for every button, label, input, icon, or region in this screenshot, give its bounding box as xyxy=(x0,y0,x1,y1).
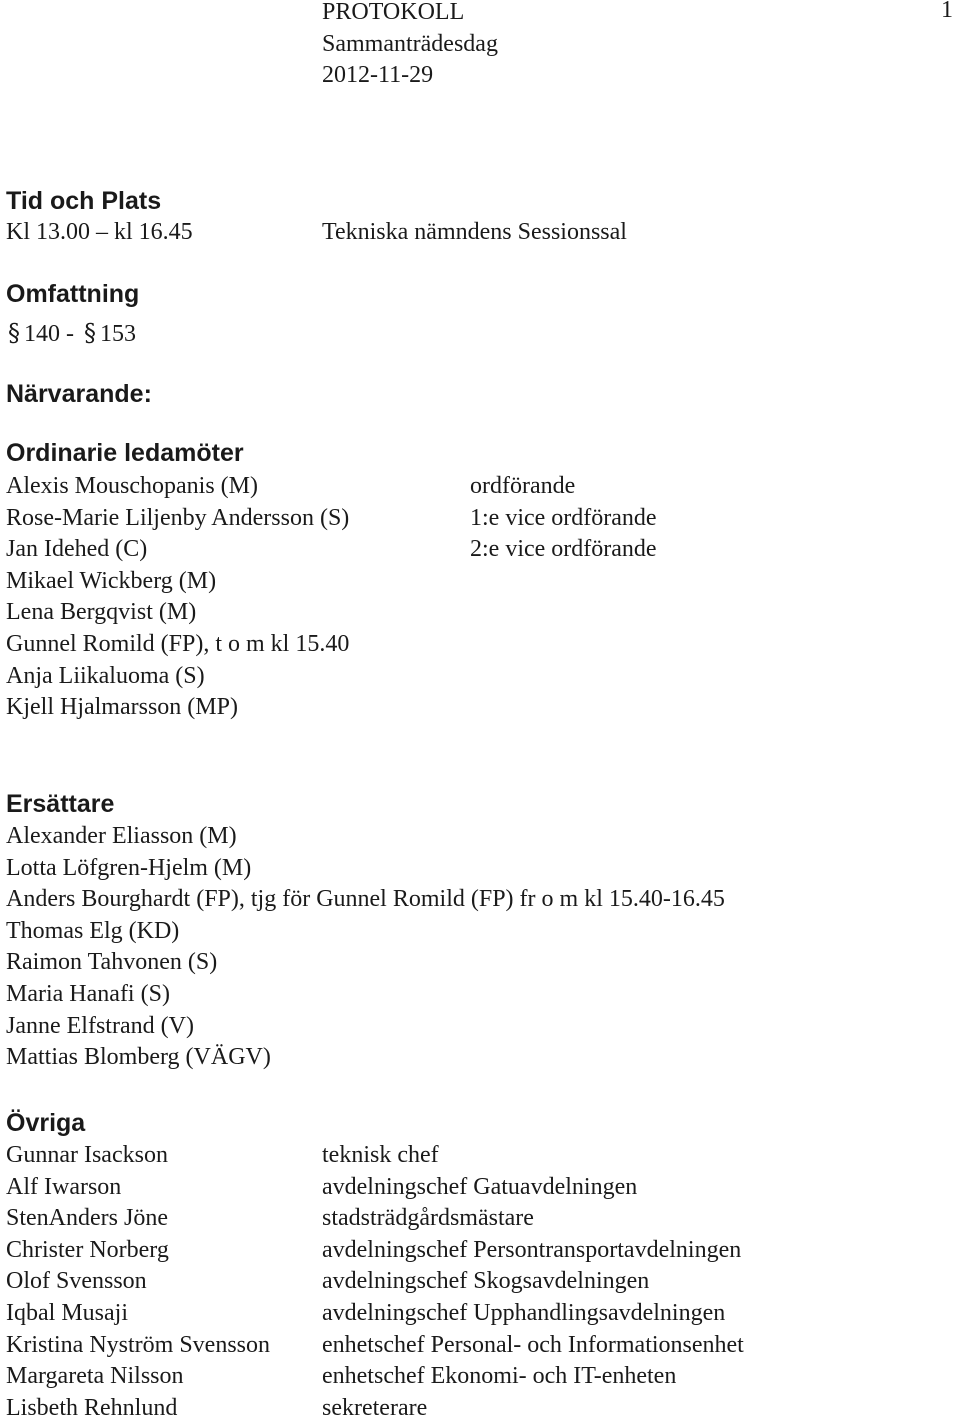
list-item: Anders Bourghardt (FP), tjg för Gunnel Romild (FP) fr o m kl 15.40-16.45 xyxy=(6,886,725,913)
person-name: Margareta Nilsson xyxy=(6,1363,184,1390)
list-item: Lotta Löfgren-Hjelm (M) xyxy=(6,854,252,881)
person-role: avdelningschef Persontransportavdelningen xyxy=(322,1236,742,1263)
member-name: Jan Idehed (C) xyxy=(6,536,148,563)
section-sign-icon: § xyxy=(8,319,20,347)
person-name: Christer Norberg xyxy=(6,1236,169,1263)
member-name: Alexis Mouschopanis (M) xyxy=(6,473,258,499)
person-role: stadsträdgårdsmästare xyxy=(322,1205,534,1232)
list-item: Mattias Blomberg (VÄGV) xyxy=(6,1044,271,1071)
member-name: Anja Liikaluoma (S) xyxy=(6,662,205,689)
list-item: Janne Elfstrand (V) xyxy=(6,1012,194,1039)
list-item: Alexander Eliasson (M) xyxy=(6,823,237,849)
person-role: enhetschef Personal- och Informationsenhet xyxy=(322,1331,744,1358)
range-start: 140 - xyxy=(24,321,74,347)
person-name: Olof Svensson xyxy=(6,1268,147,1295)
ovriga-roles-list xyxy=(322,1140,744,1424)
person-role: enhetschef Ekonomi- och IT-enheten xyxy=(322,1363,677,1390)
person-role: sekreterare xyxy=(322,1394,428,1421)
ovriga-heading: Övriga xyxy=(6,1109,86,1137)
person-name: Alf Iwarson xyxy=(6,1173,122,1200)
member-name: Rose-Marie Liljenby Andersson (S) xyxy=(6,504,350,531)
person-role: teknisk chef xyxy=(322,1142,439,1168)
member-name: Gunnel Romild (FP), t o m kl 15.40 xyxy=(6,630,350,657)
member-name: Mikael Wickberg (M) xyxy=(6,567,217,594)
section-sign-icon: § xyxy=(84,319,96,347)
person-role: avdelningschef Gatuavdelningen xyxy=(322,1173,638,1200)
member-name: Lena Bergqvist (M) xyxy=(6,599,197,626)
member-role: 2:e vice ordförande xyxy=(470,536,657,563)
person-name: StenAnders Jöne xyxy=(6,1205,168,1232)
ovriga-names-list xyxy=(6,1140,270,1424)
meeting-place: Tekniska nämndens Sessionssal xyxy=(322,219,627,245)
page-number: 1 xyxy=(941,0,953,23)
document-header xyxy=(322,0,498,92)
tid-och-plats-heading: Tid och Plats xyxy=(6,187,162,215)
person-name: Iqbal Musaji xyxy=(6,1299,128,1326)
list-item: Maria Hanafi (S) xyxy=(6,980,170,1007)
paragraph-range xyxy=(4,318,136,351)
narvarande-heading: Närvarande: xyxy=(6,380,152,408)
document-subtitle: Sammanträdesdag xyxy=(322,30,498,57)
list-item: Thomas Elg (KD) xyxy=(6,917,180,944)
document-title: PROTOKOLL xyxy=(322,0,465,25)
list-item: Raimon Tahvonen (S) xyxy=(6,949,218,976)
person-name: Kristina Nyström Svensson xyxy=(6,1331,270,1358)
ersattare-heading: Ersättare xyxy=(6,790,115,818)
omfattning-heading: Omfattning xyxy=(6,280,140,308)
member-role: ordförande xyxy=(470,473,576,499)
meeting-date: 2012-11-29 xyxy=(322,62,434,89)
person-name: Lisbeth Rehnlund xyxy=(6,1394,178,1421)
ersattare-list xyxy=(6,821,725,1074)
ordinarie-roles-list xyxy=(470,471,657,566)
member-name: Kjell Hjalmarsson (MP) xyxy=(6,694,238,721)
person-name: Gunnar Isackson xyxy=(6,1142,168,1168)
meeting-time: Kl 13.00 – kl 16.45 xyxy=(6,219,193,245)
ordinarie-members-list xyxy=(6,471,349,724)
member-role: 1:e vice ordförande xyxy=(470,504,657,531)
ordinarie-heading: Ordinarie ledamöter xyxy=(6,439,244,467)
person-role: avdelningschef Upphandlingsavdelningen xyxy=(322,1299,726,1326)
person-role: avdelningschef Skogsavdelningen xyxy=(322,1268,650,1295)
range-end: 153 xyxy=(100,321,136,347)
